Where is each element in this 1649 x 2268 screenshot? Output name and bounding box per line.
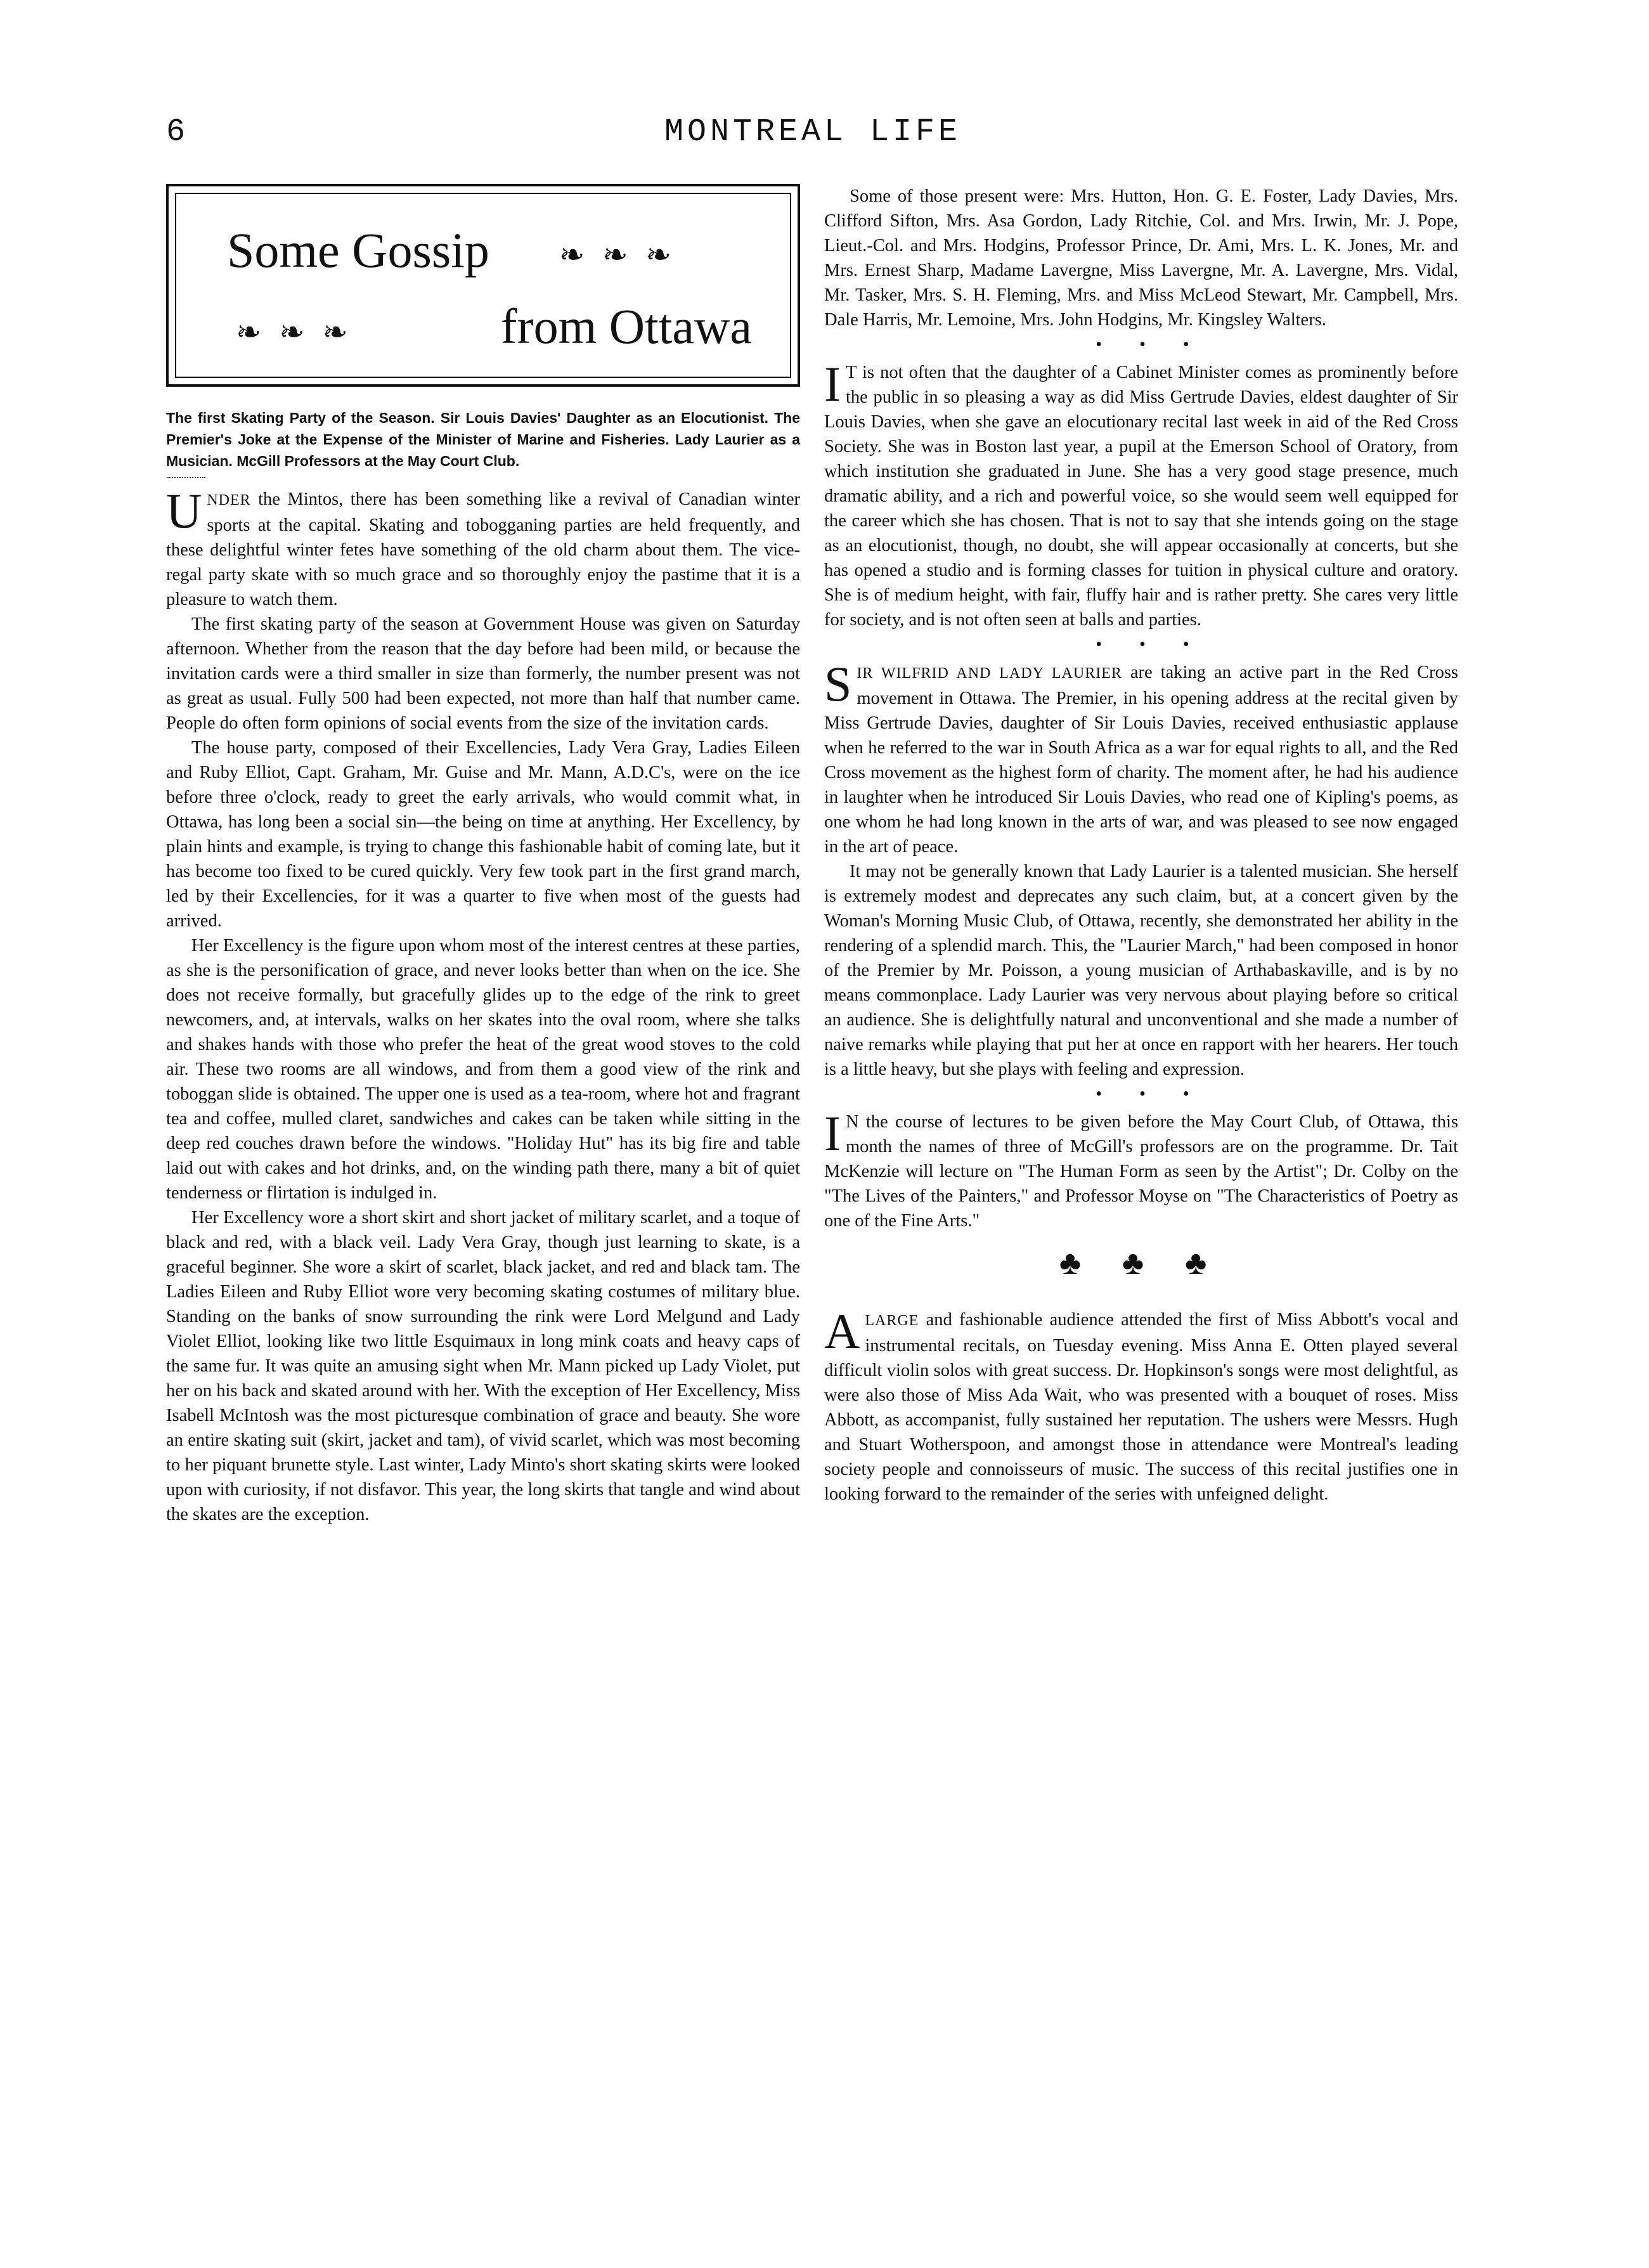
paragraph-under-the-mintos: [166, 483, 800, 612]
paragraph-text: N the course of lectures to be given before the May Court Club, of Ottawa, this month the names of three of McGill's professors are on the programme. Dr. Tait McKenzie will lecture on "The Human Form as seen by the Artist"; Dr. Colby on the "The Lives of the Painters," and Professor Moyse on "The Characteristics of Poetry as one of the Fine Arts.": [824, 1112, 1458, 1231]
article-title-line1: Some Gossip: [227, 223, 489, 278]
drop-cap: S: [824, 656, 852, 711]
leaf-ornaments-bottom: [227, 314, 357, 350]
leaf-ornaments-top: [550, 237, 680, 273]
article-title-box: [166, 184, 800, 387]
dotted-rule: [167, 477, 205, 478]
section-dots: • • •: [1096, 1084, 1206, 1104]
drop-cap: A: [824, 1304, 860, 1359]
article-title-inner-border: [175, 193, 791, 378]
page-number: 6: [166, 114, 186, 150]
section-dots: • • •: [1096, 635, 1206, 654]
paragraph-lady-laurier-musician: It may not be generally known that Lady Laurier is a talented musician. She herself is extremely modest and deprecates any such claim, but, at a concert given by the Woman's Morning Music Club, of Ottawa, recently, she demonstrated her ability in the rendering of a splendid march. This, the "Laurier March," had been composed in honor of the Premier by Mr. Poisson, a young musician of Arthabaskaville, and is by no means commonplace. Lady Laurier was very nervous about playing before so critical an audience. She is delightfully natural and unconventional and she made a number of naive remarks while playing that put her at once en rapport with her hearers. Her touch is a little heavy, but she plays with feeling and expression.: [824, 862, 1458, 1079]
paragraph-laurier-red-cross: [824, 656, 1458, 859]
paragraph-text: are taking an active part in the Red Cross movement in Ottawa. The Premier, in his opening address at the recital given by Miss Gertrude Davies, daughter of Sir Louis Davies, received enthusiastic applause when he referred to the war in South Africa as a war for equal rights to all, and the Red Cross movement as the highest form of charity. The moment after, he had his audience in laughter when he introduced Sir Louis Davies, who read one of Kipling's poems, as one whom he had long known in the arts of war, and was pleased to see now engaged in the art of peace.: [824, 663, 1458, 857]
article-subhead: The first Skating Party of the Season. Sir Louis Davies' Daughter as an Elocutionist. The Premier's Joke at the Expense of the Minister of Marine and Fisheries. Lady Laurier as a Musician. McGill Professors at the May Court Club.: [166, 410, 800, 469]
clover-ornament-icon: ♣ ♣ ♣: [1059, 1245, 1224, 1281]
leaf-ornament-icon: ❧: [559, 238, 585, 272]
drop-cap: I: [824, 356, 841, 411]
lead-in: LARGE: [865, 1312, 919, 1329]
article-title-line2: from Ottawa: [500, 299, 752, 354]
leaf-ornament-icon: ❧: [322, 316, 348, 349]
paragraph-first-skating-party: The first skating party of the season at Government House was given on Saturday afternoon. Whether from the reason that the day before had been mild, or because the invitation cards were a third smaller in size than formerly, the number present was not as great as usual. Fully 500 had been expected, not more than half that number came. People do often form opinions of social events from the size of the invitation cards.: [166, 614, 800, 733]
paragraph-gertrude-davies: [824, 356, 1458, 632]
page-header: [166, 114, 1459, 159]
paragraph-may-court-lectures: [824, 1106, 1458, 1233]
right-column: [824, 184, 1458, 1507]
paragraph-text: and fashionable audience attended the first of Miss Abbott's vocal and instrumental recitals, on Tuesday evening. Miss Anna E. Otten played several difficult violin solos with great success. Dr. Hopkinson's songs were most delightful, as were also those of Miss Ada Wait, who was presented with a bouquet of roses. Miss Abbott, as accompanist, fully sustained her reputation. The ushers were Messrs. Hugh and Stuart Wotherspoon, and amongst those in attendance were Montreal's leading society people and connoisseurs of music. The success of this recital justifies one in looking forward to the remainder of the series with unfeigned delight.: [824, 1310, 1458, 1504]
paragraph-her-excellency-wore: Her Excellency wore a short skirt and short jacket of military scarlet, and a toque of black and red, with a black veil. Lady Vera Gray, though just learning to skate, is a graceful beginner. She wore a skirt of scarlet, black jacket, and red and black tam. The Ladies Eileen and Ruby Elliot wore very becoming skating costumes of military blue. Standing on the banks of snow surrounding the rink were Lord Melgund and Lady Violet Elliot, looking like two little Esquimaux in long mink coats and heavy caps of the same fur. It was quite an amusing sight when Mr. Mann picked up Lady Violet, put her on his back and skated around with her. With the exception of Her Excellency, Miss Isabell McIntosh was the most picturesque combination of grace and beauty. She wore an entire skating suit (skirt, jacket and tam), of vivid scarlet, which was most becoming to her piquant brunette style. Last winter, Lady Minto's short skating skirts were looked upon with curiosity, if not disfavor. This year, the long skirts that tangle and wind about the skates are the exception.: [166, 1208, 800, 1524]
left-column: [166, 184, 800, 1527]
drop-cap: I: [824, 1106, 841, 1161]
paragraph-those-present: Some of those present were: Mrs. Hutton, Hon. G. E. Foster, Lady Davies, Mrs. Clifford Sifton, Mrs. Asa Gordon, Lady Ritchie, Col. and Mrs. Irwin, Mr. J. Pope, Lieut.-Col. and Mrs. Hodgins, Professor Prince, Dr. Ami, Mrs. L. K. Jones, Mr. and Mrs. Ernest Sharp, Madame Lavergne, Miss Lavergne, Mr. A. Lavergne, Mrs. Vidal, Mr. Tasker, Mrs. S. H. Fleming, Mrs. and Miss McLeod Stewart, Mr. Campbell, Mrs. Dale Harris, Mr. Lemoine, Mrs. John Hodgins, Mr. Kingsley Walters.: [824, 186, 1458, 330]
lead-in: NDER: [207, 492, 251, 509]
running-title: MONTREAL LIFE: [664, 114, 962, 150]
lead-in: IR WILFRID AND LADY LAURIER: [857, 665, 1122, 682]
drop-cap: U: [166, 483, 202, 538]
paragraph-text: T is not often that the daughter of a Cabinet Minister comes as prominently before the public in so pleasing a way as did Miss Gertrude Davies, eldest daughter of Sir Louis Davies, when she gave an elocutionary recital last week in aid of the Red Cross Society. She was in Boston last year, a pupil at the Emerson School of Oratory, from which institution she graduated in June. She has a very good stage presence, much dramatic ability, and a rich and powerful voice, so she would seem well equipped for the career which she has chosen. That is not to say that she intends going on the stage as an elocutionist, though, no doubt, she will appear occasionally at concerts, but she has opened a studio and is forming classes for tuition in physical culture and oratory. She is of medium height, with fair, fluffy hair and is rather pretty. She cares very little for society, and is not often seen at balls and parties.: [824, 363, 1458, 630]
paragraph-her-excellency-figure: Her Excellency is the figure upon whom most of the interest centres at these parties, as she is the personification of grace, and never looks better than when on the ice. She does not receive formally, but gracefully glides up to the edge of the rink to greet newcomers, and, at intervals, walks on her skates into the oval room, where she talks and shakes hands with those who prefer the heat of the great wood stoves to the cold air. These two rooms are all windows, and from them a good view of the rink and toboggan slide is obtained. The upper one is used as a tea-room, where hot and fragrant tea and coffee, mulled claret, sandwiches and cakes can be taken while sitting in the deep red couches drawn before the windows. "Holiday Hut" has its big fire and table laid out with cakes and hot drinks, and, on the winding path there, many a bit of quiet tenderness or flirtation is indulged in.: [166, 936, 800, 1203]
paragraph-text: the Mintos, there has been something like a revival of Canadian winter sports at the capital. Skating and tobogganing parties are held frequently, and these delightful winter fetes have something of the old charm about them. The vice-regal party skate with so much grace and so thoroughly enjoy the pastime that it is a pleasure to watch them.: [166, 489, 800, 609]
paragraph-abbott-recital: [824, 1304, 1458, 1507]
section-dots: • • •: [1096, 335, 1206, 354]
leaf-ornament-icon: ❧: [645, 238, 671, 272]
leaf-ornament-icon: ❧: [236, 316, 262, 349]
leaf-ornament-icon: ❧: [602, 238, 628, 272]
paragraph-house-party: The house party, composed of their Excellencies, Lady Vera Gray, Ladies Eileen and Ruby Elliot, Capt. Graham, Mr. Guise and Mr. Mann, A.D.C's, were on the ice before three o'clock, ready to greet the early arrivals, who would commit what, in Ottawa, has long been a social sin—the being on time at anything. Her Excellency, by plain hints and example, is trying to change this fashionable habit of coming late, but it has become too fixed to be cured quickly. Very few took part in the first grand march, led by their Excellencies, for it was a quarter to five when most of the guests had arrived.: [166, 738, 800, 931]
leaf-ornament-icon: ❧: [279, 316, 305, 349]
